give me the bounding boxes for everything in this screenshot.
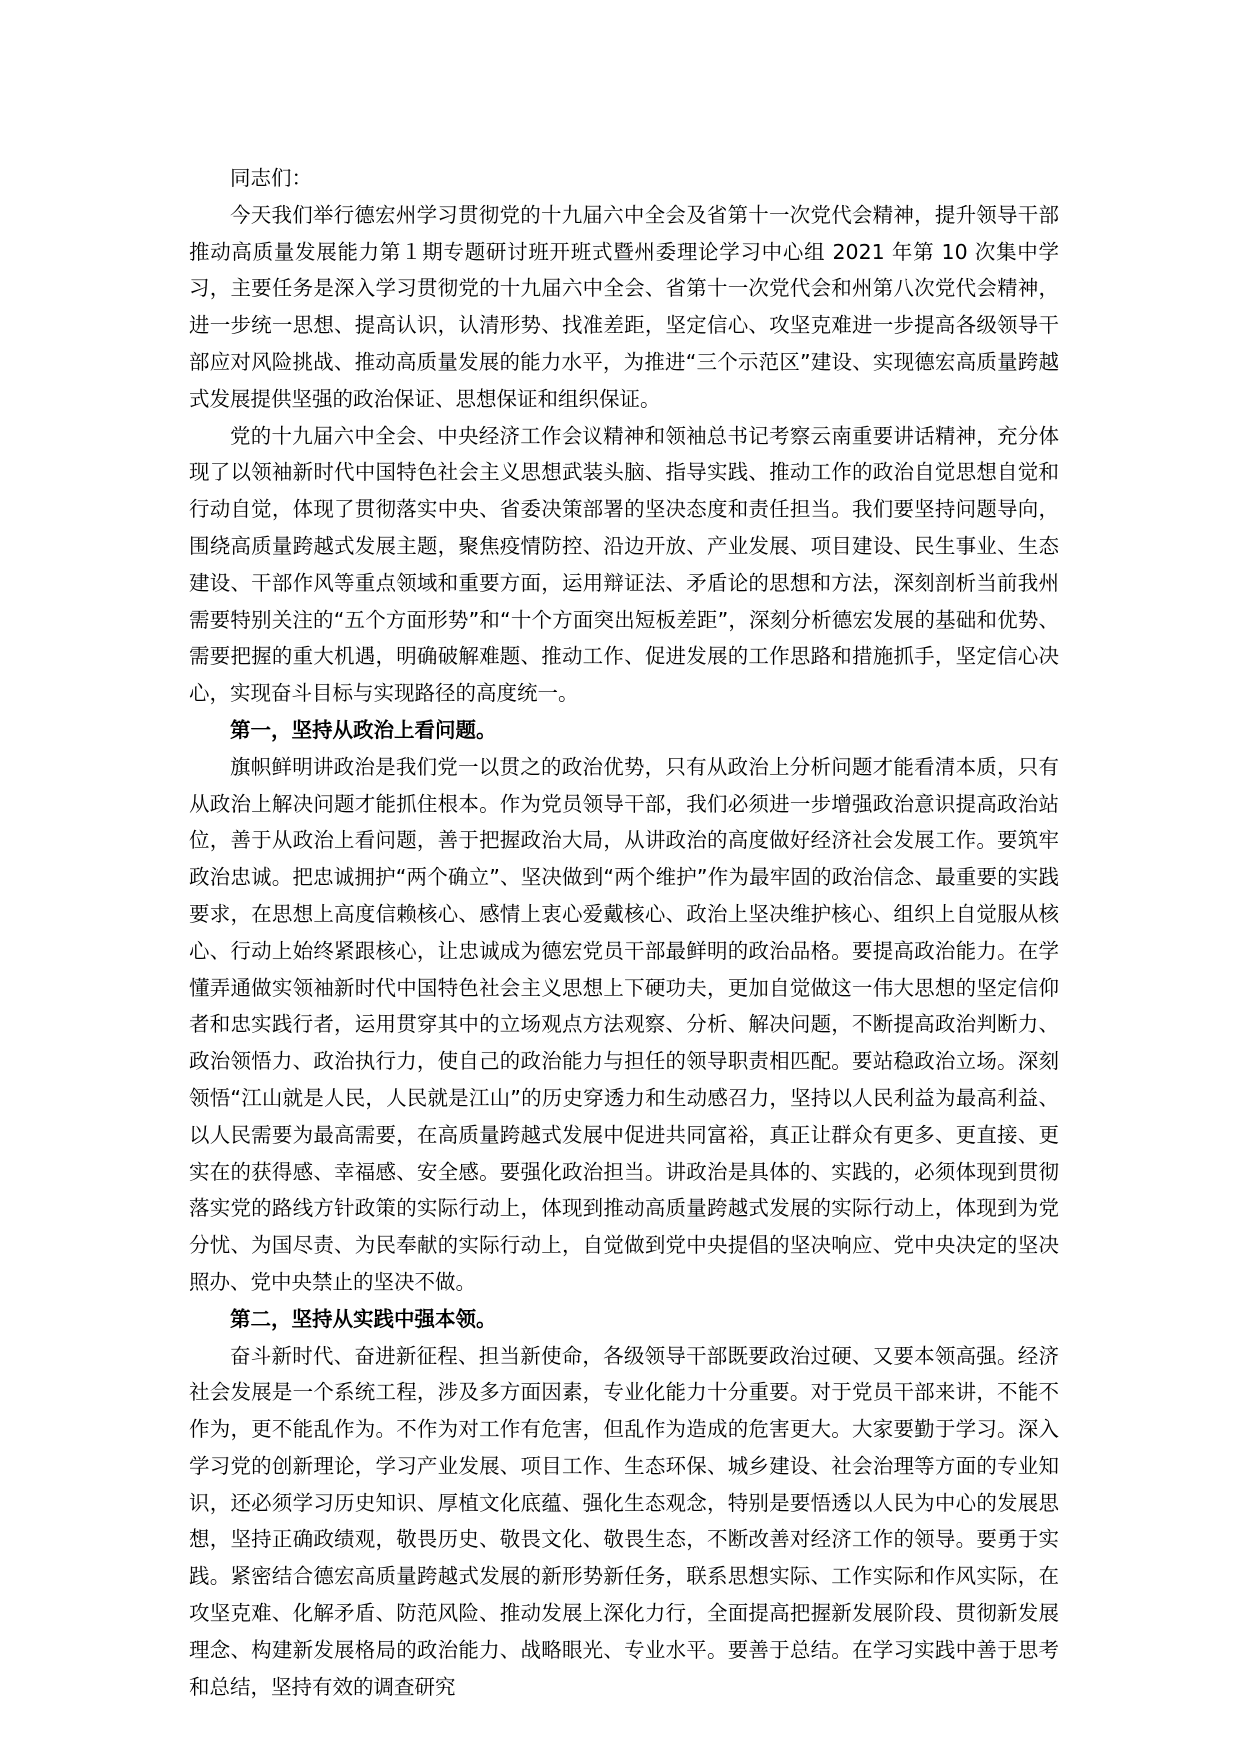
intro-paragraph-2: 党的十九届六中全会、中央经济工作会议精神和领袖总书记考察云南重要讲话精神，充分体现了以领袖新时代中国特色社会主义思想武装头脑、指导实践、推动工作的政治自觉思想自觉和行动自觉，体现了贯彻落实中央、省委决策部署的坚决态度和责任担当。我们要坚持问题导向，围绕高质量跨越式发展主题，聚焦疫情防控、沿边开放、产业发展、项目建设、民生事业、生态建设、干部作风等重点领域和重要方面，运用辩证法、矛盾论的思想和方法，深刻剖析当前我州需要特别关注的“五个方面形势”和“十个方面突出短板差距”，深刻分析德宏发展的基础和优势、需要把握的重大机遇，明确破解难题、推动工作、促进发展的工作思路和措施抓手，坚定信心决心，实现奋斗目标与实现路径的高度统一。 [189,423,1059,706]
section-paragraph-2: 奋斗新时代、奋进新征程、担当新使命，各级领导干部既要政治过硬、又要本领高强。经济社会发展是一个系统工程，涉及多方面因素，专业化能力十分重要。对于党员干部来讲，不能不作为，更不能乱作为。不作为对工作有危害，但乱作为造成的危害更大。大家要勤于学习。深入学习党的创新理论，学习产业发展、项目工作、生态环保、城乡建设、社会治理等方面的专业知识，还必须学习历史知识、厚植文化底蕴、强化生态观念，特别是要悟透以人民为中心的发展思想，坚持正确政绩观，敬畏历史、敬畏文化、敬畏生态，不断改善对经济工作的领导。要勇于实践。紧密结合德宏高质量跨越式发展的新形势新任务，联系思想实际、工作实际和作风实际，在攻坚克难、化解矛盾、防范风险、推动发展上深化力行，全面提高把握新发展阶段、贯彻新发展理念、构建新发展格局的政治能力、战略眼光、专业水平。要善于总结。在学习实践中善于思考和总结，坚持有效的调查研究 [189,1343,1059,1699]
greeting: 同志们： [230,166,312,190]
section-heading-1: 第一，坚持从政治上看问题。 [230,717,497,742]
section-paragraph-1: 旗帜鲜明讲政治是我们党一以贯之的政治优势，只有从政治上分析问题才能看清本质，只有从政治上解决问题才能抓住根本。作为党员领导干部，我们必须进一步增强政治意识提高政治站位，善于从政治上看问题，善于把握政治大局，从讲政治的高度做好经济社会发展工作。要筑牢政治忠诚。把忠诚拥护“两个确立”、坚决做到“两个维护”作为最牢固的政治信念、最重要的实践要求，在思想上高度信赖核心、感情上衷心爱戴核心、政治上坚决维护核心、组织上自觉服从核心、行动上始终紧跟核心，让忠诚成为德宏党员干部最鲜明的政治品格。要提高政治能力。在学懂弄通做实领袖新时代中国特色社会主义思想上下硬功夫，更加自觉做这一伟大思想的坚定信仰者和忠实践行者，运用贯穿其中的立场观点方法观察、分析、解决问题，不断提高政治判断力、政治领悟力、政治执行力，使自己的政治能力与担任的领导职责相匹配。要站稳政治立场。深刻领悟“江山就是人民，人民就是江山”的历史穿透力和生动感召力，坚持以人民利益为最高利益、以人民需要为最高需要，在高质量跨越式发展中促进共同富裕，真正让群众有更多、更直接、更实在的获得感、幸福感、安全感。要强化政治担当。讲政治是具体的、实践的，必须体现到贯彻落实党的路线方针政策的实际行动上，体现到推动高质量跨越式发展的实际行动上，体现到为党分忧、为国尽责、为民奉献的实际行动上，自觉做到党中央提倡的坚决响应、党中央决定的坚决照办、党中央禁止的坚决不做。 [189,754,1059,1294]
intro-paragraph-1: 今天我们举行德宏州学习贯彻党的十九届六中全会及省第十一次党代会精神，提升领导干部推动高质量发展能力第１期专题研讨班开班式暨州委理论学习中心组 2021 年第 10 次集中学习，主要任务是深入学习贯彻党的十九届六中全会、省第十一次党代会和州第八次党代会精神，进一步统一思想、提高认识，认清形势、找准差距，坚定信心、攻坚克难进一步提高各级领导干部应对风险挑战、推动高质量发展的能力水平，为推进“三个示范区”建设、实现德宏高质量跨越式发展提供坚强的政治保证、思想保证和组织保证。 [189,202,1059,411]
section-heading-2: 第二，坚持从实践中强本领。 [230,1306,497,1331]
document-page [189,160,1059,1705]
